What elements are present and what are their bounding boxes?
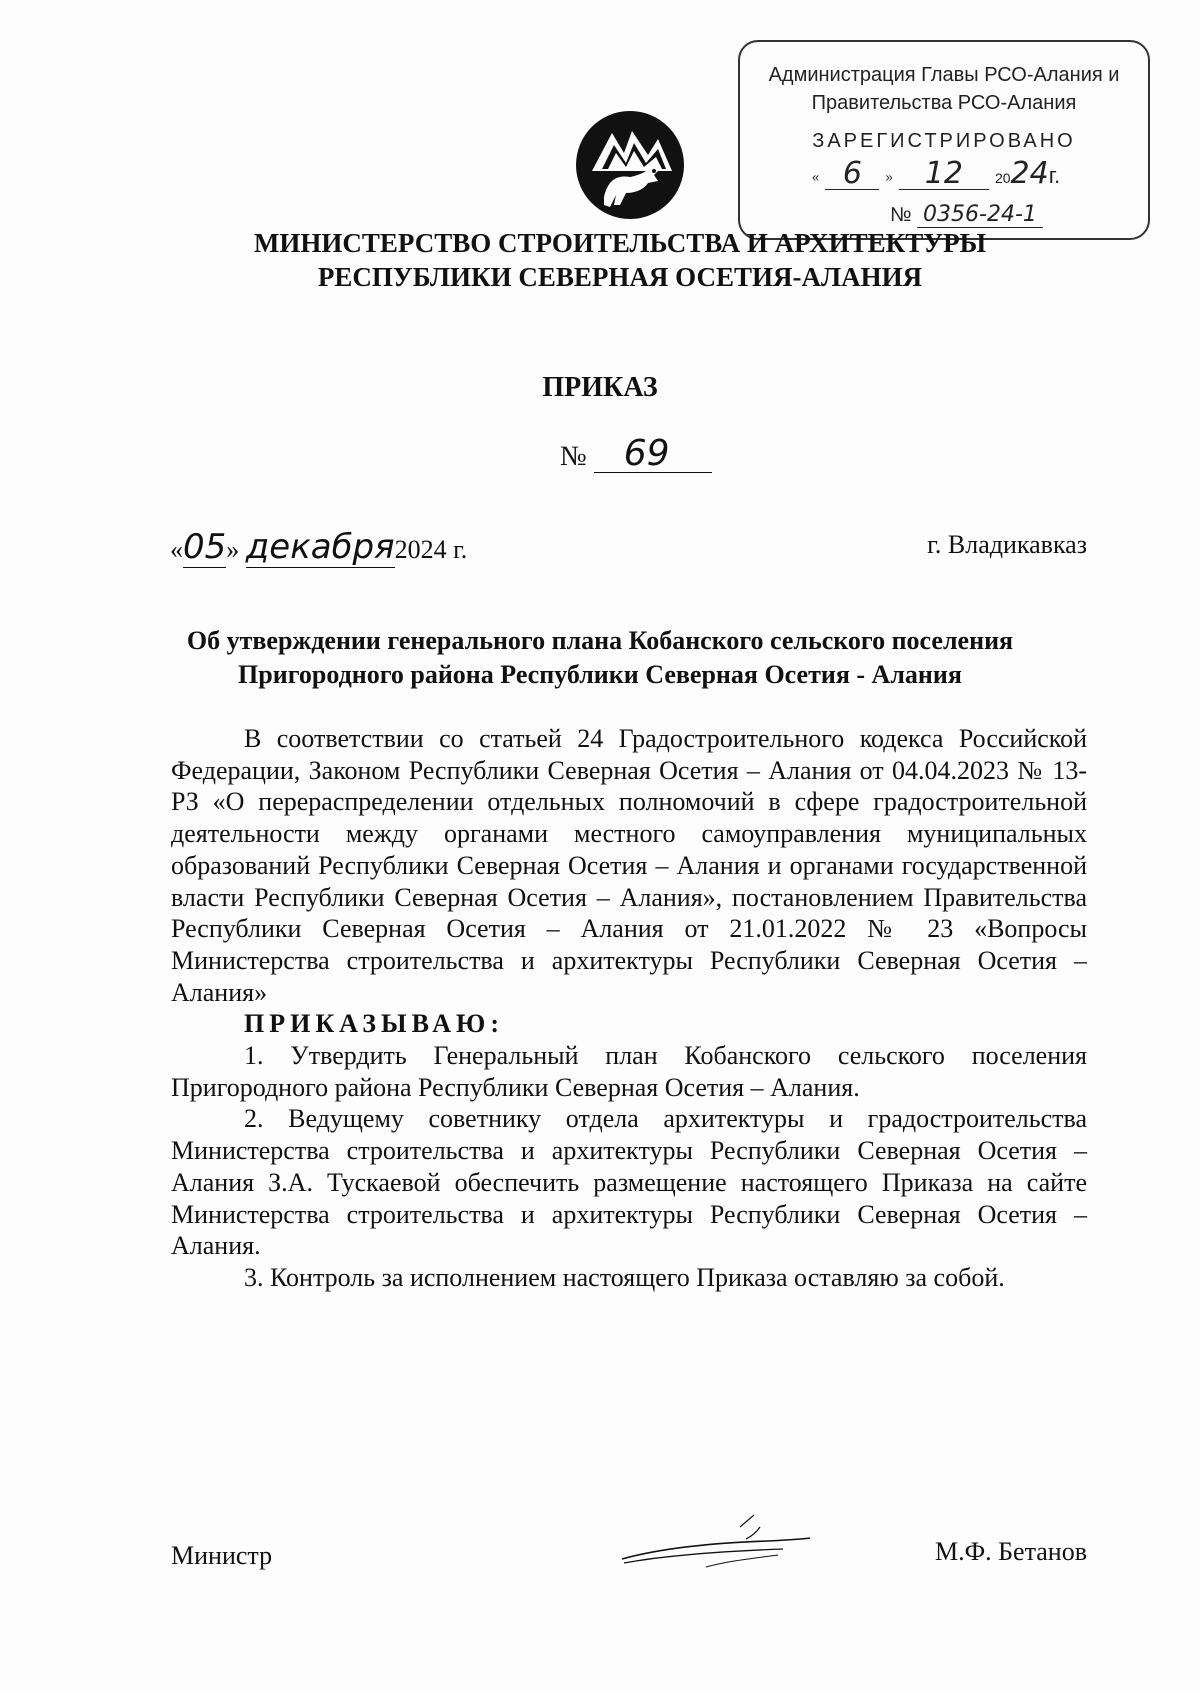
order-directive-word: ПРИКАЗЫВАЮ: — [244, 1009, 504, 1039]
order-date-day: 05 — [183, 527, 227, 567]
order-subject-line-2: Пригородного района Республики Северная Осетия - Алания — [238, 660, 962, 689]
order-item-2: 2. Ведущему советнику отдела архитектуры и градостроительства Министерства строительства и архитектуры Республики Северная Осетия – Алания З.А. Тускаевой обеспечить размещение настоящего Приказа на сайте Министерства строительства и архитектуры Республики Северная Осетия – Алания. — [171, 1104, 1087, 1261]
north-ossetia-coat-of-arms-icon — [574, 109, 686, 221]
stamp-date — [812, 156, 1061, 191]
registration-stamp — [738, 40, 1150, 240]
order-subject-line-1: Об утверждении генерального плана Кобанского сельского поселения — [186, 626, 1014, 655]
order-body — [171, 723, 1087, 1294]
order-number-label: № — [560, 441, 587, 472]
stamp-date-open-quote: « — [812, 169, 820, 185]
stamp-number-value: 0356-24-1 — [917, 202, 1043, 228]
signer-name: М.Ф. Бетанов — [934, 1537, 1087, 1566]
order-date-close-quote: » — [226, 535, 240, 564]
ministry-name-line-2: РЕСПУБЛИКИ СЕВЕРНАЯ ОСЕТИЯ-АЛАНИЯ — [317, 262, 923, 292]
order-date — [170, 527, 467, 567]
document-title: ПРИКАЗ — [542, 372, 658, 403]
order-item-1: 1. Утвердить Генеральный план Кобанского сельского поселения Пригородного района Республики Северная Осетия – Алания. — [171, 1041, 1087, 1102]
preamble-paragraph: В соответствии со статьей 24 Градостроительного кодекса Российской Федерации, Законом Республики Северная Осетия – Алания от 04.04.2023 № 13-РЗ «О перераспределении отдельных полномочий в сфере градостроительной деятельности между органами местного самоуправления муниципальных образований Республики Северная Осетия – Алания и органами государственной власти Республики Северная Осетия – Алания», постановлением Правительства Республики Северная Осетия – Алания от 21.01.2022 № 23 «Вопросы Министерства строительства и архитектуры Республики Северная Осетия – Алания» — [171, 724, 1087, 1007]
stamp-date-close-quote: » — [885, 169, 893, 185]
stamp-number — [890, 202, 1043, 227]
stamp-status: ЗАРЕГИСТРИРОВАНО — [812, 130, 1076, 152]
stamp-date-year-suffix: 24 — [1010, 156, 1049, 191]
order-city: г. Владикавказ — [927, 530, 1087, 559]
order-date-open-quote: « — [170, 535, 183, 564]
signer-title: Министр — [171, 1541, 273, 1570]
order-date-month: декабря — [245, 527, 395, 567]
handwritten-signature — [618, 1509, 813, 1581]
stamp-line-2: Правительства РСО-Алания — [811, 92, 1077, 114]
stamp-line-1: Администрация Главы РСО-Алания и — [768, 64, 1120, 86]
order-date-year: 2024 г. — [394, 535, 468, 564]
stamp-date-year-end: г. — [1048, 163, 1061, 188]
stamp-date-month: 12 — [899, 159, 989, 190]
order-number-value: 69 — [594, 436, 712, 473]
order-number — [560, 433, 712, 474]
order-item-3: 3. Контроль за исполнением настоящего Приказа оставляю за собой. — [244, 1262, 1005, 1292]
stamp-number-label: № — [890, 204, 912, 226]
order-subject — [140, 624, 1060, 692]
stamp-date-day: 6 — [825, 159, 879, 190]
ministry-name-line-1: МИНИСТЕРСТВО СТРОИТЕЛЬСТВА И АРХИТЕКТУРЫ — [253, 228, 987, 258]
stamp-date-year-prefix: 20 — [994, 170, 1011, 186]
